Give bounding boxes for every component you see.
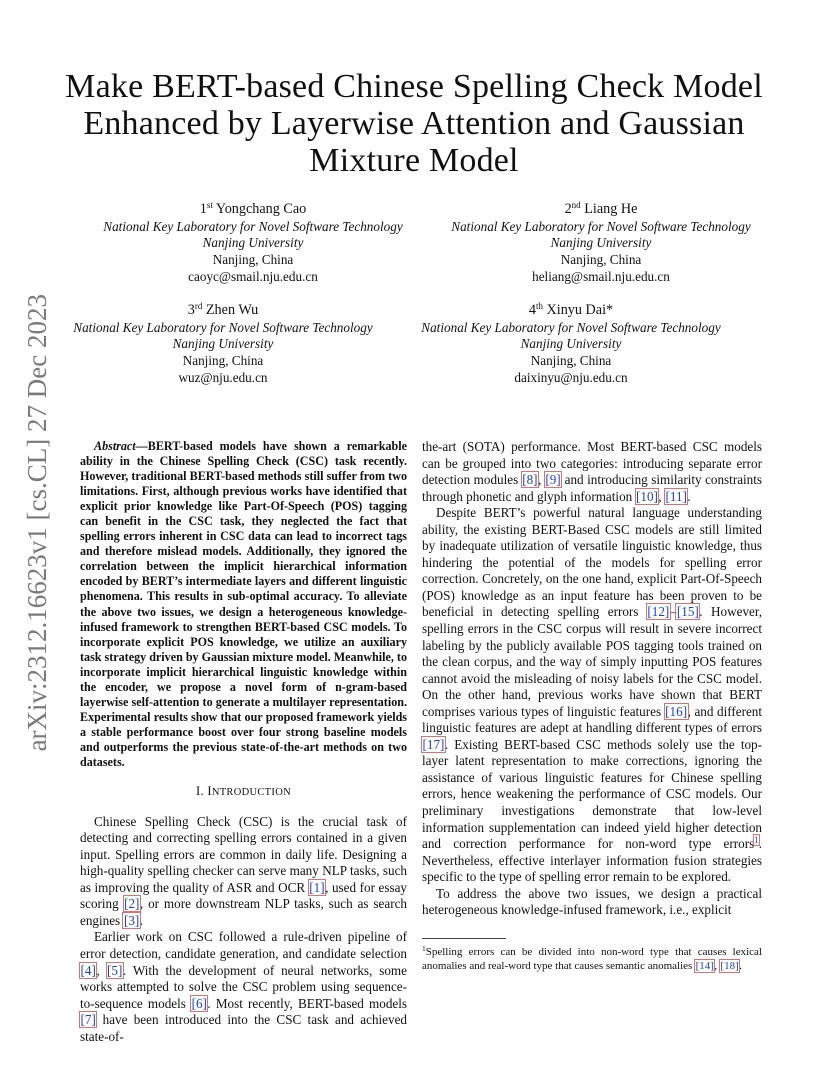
author-email[interactable]: wuz@nju.edu.cn (178, 369, 268, 385)
author-affiliation: National Key Laboratory for Novel Software Technology (451, 218, 751, 234)
author-ordinal-sup: st (206, 200, 213, 210)
author-city: Nanjing, China (182, 353, 264, 369)
author-city: Nanjing, China (530, 353, 612, 369)
left-column (80, 439, 407, 1045)
citation-link[interactable]: [9] (545, 472, 561, 488)
author-email[interactable]: caoyc@smail.nju.edu.cn (188, 268, 318, 284)
citation-link[interactable]: [18] (720, 959, 739, 972)
author-name: Zhen Wu (205, 302, 259, 318)
title-line: Mixture Model (309, 142, 519, 179)
author-university: Nanjing University (520, 336, 622, 352)
arxiv-identifier-text: arXiv:2312.16623v1 [cs.CL] 27 Dec 2023 (21, 294, 52, 752)
author-ordinal-sup: rd (194, 301, 203, 311)
abstract-dash: — (135, 439, 148, 453)
right-body (422, 439, 762, 919)
citation-link[interactable]: [8] (522, 472, 538, 488)
paper-title (60, 68, 768, 179)
footnote-number: 1 (422, 944, 426, 953)
section-number: I. (196, 784, 204, 799)
body-text: . (739, 959, 742, 972)
body-text: , (714, 959, 720, 972)
footnote-body (422, 946, 762, 972)
author-ordinal-sup: nd (571, 200, 581, 210)
title-line: Make BERT-based Chinese Spelling Check Model (65, 68, 763, 105)
citation-link[interactable]: [7] (80, 1012, 96, 1028)
body-text: , used for essay scoring (80, 879, 408, 912)
title-line: Enhanced by Layerwise Attention and Gaussian (83, 105, 745, 142)
body-text: – (669, 604, 677, 620)
author-email[interactable]: heliang@smail.nju.edu.cn (532, 268, 670, 284)
author-affiliation: National Key Laboratory for Novel Software Technology (103, 218, 403, 234)
abstract-label: Abstract (94, 439, 136, 453)
body-text: . Existing BERT-based CSC methods solely use the top-layer latent representation to make corrections, ignoring the assistance of various linguistic features for Chinese spelling errors, hence weakening the performance of CSC models. Our preliminary investigations demonstrate that low-level information supplementation can indeed yield higher detection and correction performance for non-word type errors (422, 736, 762, 852)
author-affiliation: National Key Laboratory for Novel Software Technology (73, 319, 373, 335)
author-name: Xinyu Dai* (546, 302, 614, 318)
author-name: Liang He (584, 201, 638, 217)
body-text: Earlier work on CSC followed a rule-driven pipeline of error detection, candidate generation, and candidate selection (80, 929, 407, 961)
author-block (60, 302, 386, 387)
body-text: To address the above two issues, we design a practical heterogeneous knowledge-infused framework, i.e., explicit (422, 885, 762, 918)
abstract (80, 439, 407, 770)
citation-link[interactable]: [14] (695, 959, 714, 972)
footnote (422, 946, 762, 974)
paragraph (422, 439, 762, 505)
body-text: Spelling errors can be divided into non-word type that causes lexical anomalies and real-word type that causes semantic anomalies (422, 946, 762, 972)
citation-link[interactable]: [2] (124, 896, 140, 912)
citation-link[interactable]: [4] (80, 962, 96, 978)
section-heading (80, 783, 407, 802)
citation-link[interactable]: [12] (647, 604, 670, 620)
body-text: , (538, 472, 545, 488)
body-text: have been introduced into the CSC task and achieved state-of- (80, 1012, 407, 1044)
author-ordinal: 2 (564, 201, 572, 217)
left-body (80, 814, 407, 1046)
footnote-rule (422, 938, 506, 939)
body-text: and introducing similarity constraints through phonetic and glyph information (422, 472, 763, 504)
body-text: . (687, 488, 691, 504)
body-text: . With the development of neural networks, some works attempted to solve the CSC problem using sequence-to-sequence models (80, 962, 407, 1011)
author-university: Nanjing University (550, 235, 652, 251)
author-email[interactable]: daixinyu@nju.edu.cn (514, 369, 628, 385)
body-text: , (658, 488, 665, 504)
citation-link[interactable]: [10] (636, 488, 658, 504)
body-text: , and different linguistic features are adept at handling different types of errors (422, 703, 763, 736)
paragraph (80, 814, 407, 930)
section-title-initial: I (207, 784, 212, 799)
author-block (408, 302, 734, 387)
paragraph (422, 886, 762, 919)
citation-link[interactable]: [6] (191, 995, 207, 1011)
body-text: . Nevertheless, effective interlayer information fusion strategies specific to the type of spelling error remain to be explored. (422, 836, 762, 885)
abstract-text: BERT-based models have shown a remarkable ability in the Chinese Spelling Check (CSC) task recently. However, traditional BERT-based methods still suffer from two limitations. First, although previous works have identified that explicit prior knowledge like Part-Of-Speech (POS) tagging can benefit in the CSC task, they neglected the fact that spelling errors inherent in CSC data can lead to incorrect tags and therefore mislead models. Additionally, they ignored the correlation between the implicit hierarchical information encoded by BERT’s intermediate layers and different linguistic phenomena. This results in sub-optimal accuracy. To alleviate the above two issues, we design a heterogeneous knowledge-infused framework to strengthen BERT-based CSC models. To incorporate explicit POS knowledge, we utilize an auxiliary task strategy driven by Gaussian mixture model. Meanwhile, to incorporate implicit hierarchical linguistic knowledge within the encoder, we propose a novel form of n-gram-based layerwise self-attention to generate a multilayer representation. Experimental results show that our proposed framework yields a stable performance boost over four strong baseline models and outperforms the previous state-of-the-art methods on two datasets. (80, 439, 407, 769)
body-text: . (139, 912, 144, 928)
author-ordinal: 3 (187, 302, 195, 318)
author-affiliation: National Key Laboratory for Novel Software Technology (421, 319, 721, 335)
body-text: Chinese Spelling Check (CSC) is the crucial task of detecting and correcting spelling errors contained in a given input. Spelling errors are common in daily life. Designing a high-quality spelling checker can serve many NLP tasks, such as improving the quality of ASR and OCR (80, 813, 407, 895)
body-text: Despite BERT’s powerful natural language understanding ability, the existing BERT-Based CSC models are still limited by inadequate utilization of versatile linguistic knowledge, thus hindering the potential of the models for spelling error correction. Concretely, on the one hand, explicit Part-Of-Speech (POS) knowledge as an input feature has been proven to be beneficial in detecting spelling errors (422, 505, 762, 620)
citation-link[interactable]: [11] (665, 488, 687, 504)
section-title-rest: NTRODUCTION (211, 787, 291, 799)
author-block (90, 201, 416, 286)
author-name: Yongchang Cao (215, 201, 307, 217)
body-text: , or more downstream NLP tasks, such as search engines (80, 896, 407, 928)
citation-link[interactable]: [3] (123, 912, 140, 928)
footnote-marker[interactable]: 1 (754, 835, 759, 846)
author-university: Nanjing University (172, 336, 274, 352)
arxiv-identifier (22, 286, 52, 760)
citation-link[interactable]: [15] (676, 604, 699, 620)
citation-link[interactable]: [17] (422, 736, 445, 752)
author-city: Nanjing, China (560, 252, 642, 268)
body-text: . Most recently, BERT-based models (207, 995, 407, 1011)
right-column (422, 439, 762, 919)
body-text: , (96, 962, 107, 978)
citation-link[interactable]: [5] (107, 962, 123, 978)
author-university: Nanjing University (202, 235, 304, 251)
paragraph (80, 929, 407, 1045)
author-ordinal: 4 (528, 302, 536, 318)
paragraph (422, 505, 762, 886)
body-text: . However, spelling errors in the CSC corpus will result in severe incorrect labeling by the publicly available POS tagging tools trained on the clean corpus, and the way of simply inputting POS features cannot avoid the misleading of noisy labels for the CSC model. On the other hand, previous works have shown that BERT comprises various types of linguistic features (422, 604, 762, 719)
author-ordinal: 1 (199, 201, 207, 217)
citation-link[interactable]: [16] (665, 703, 688, 719)
author-ordinal-sup: th (535, 301, 543, 311)
author-city: Nanjing, China (212, 252, 294, 268)
body-text: the-art (SOTA) performance. Most BERT-based CSC models can be grouped into two categories: introducing separate error detection modules (422, 439, 762, 488)
citation-link[interactable]: [1] (309, 879, 325, 895)
author-block (438, 201, 764, 286)
